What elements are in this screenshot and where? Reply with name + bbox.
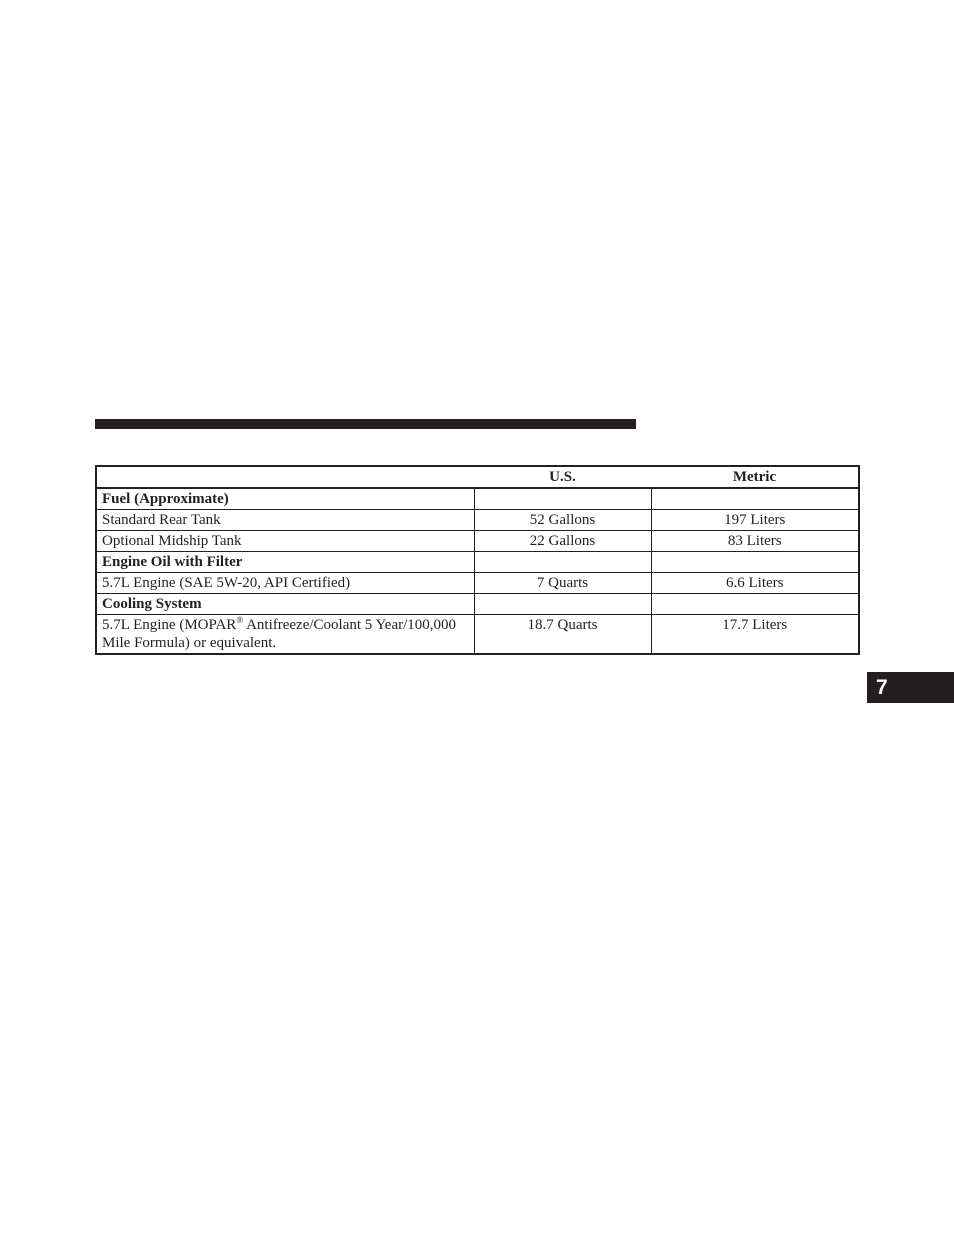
table-row-engine-oil-57l xyxy=(96,573,859,594)
table-row-engine-oil-section xyxy=(96,552,859,573)
table-row-optional-midship-tank xyxy=(96,531,859,552)
spec-label-text: 5.7L Engine (MOPAR xyxy=(102,617,237,633)
metric-value: 197 Liters xyxy=(651,510,859,531)
column-header-metric: Metric xyxy=(651,466,859,488)
us-value: 18.7 Quarts xyxy=(474,615,651,655)
metric-value xyxy=(651,488,859,510)
section-label: Fuel (Approximate) xyxy=(96,488,474,510)
column-header-empty xyxy=(96,466,474,488)
fluid-capacities-table xyxy=(95,465,860,655)
metric-value: 6.6 Liters xyxy=(651,573,859,594)
chapter-tab xyxy=(867,672,954,703)
spec-label: 5.7L Engine (SAE 5W-20, API Certified) xyxy=(96,573,474,594)
metric-value: 17.7 Liters xyxy=(651,615,859,655)
spec-label: Optional Midship Tank xyxy=(96,531,474,552)
us-value: 7 Quarts xyxy=(474,573,651,594)
us-value xyxy=(474,594,651,615)
spec-label-text: Antifreeze/Coolant 5 Year/100,000 Mile Formula) or equivalent. xyxy=(102,617,457,651)
us-value: 52 Gallons xyxy=(474,510,651,531)
table-header-row xyxy=(96,466,859,488)
column-header-us: U.S. xyxy=(474,466,651,488)
table-row-coolant-57l xyxy=(96,615,859,655)
metric-value xyxy=(651,594,859,615)
us-value xyxy=(474,488,651,510)
spec-label: Standard Rear Tank xyxy=(96,510,474,531)
table-row-cooling-system-section xyxy=(96,594,859,615)
table-row-fuel-section xyxy=(96,488,859,510)
metric-value xyxy=(651,552,859,573)
spec-label xyxy=(96,615,474,655)
section-label: Engine Oil with Filter xyxy=(96,552,474,573)
section-divider-bar xyxy=(95,419,636,429)
registered-trademark-symbol: ® xyxy=(236,615,244,625)
section-label: Cooling System xyxy=(96,594,474,615)
us-value xyxy=(474,552,651,573)
us-value: 22 Gallons xyxy=(474,531,651,552)
table-row-standard-rear-tank xyxy=(96,510,859,531)
metric-value: 83 Liters xyxy=(651,531,859,552)
chapter-number: 7 xyxy=(876,675,888,699)
